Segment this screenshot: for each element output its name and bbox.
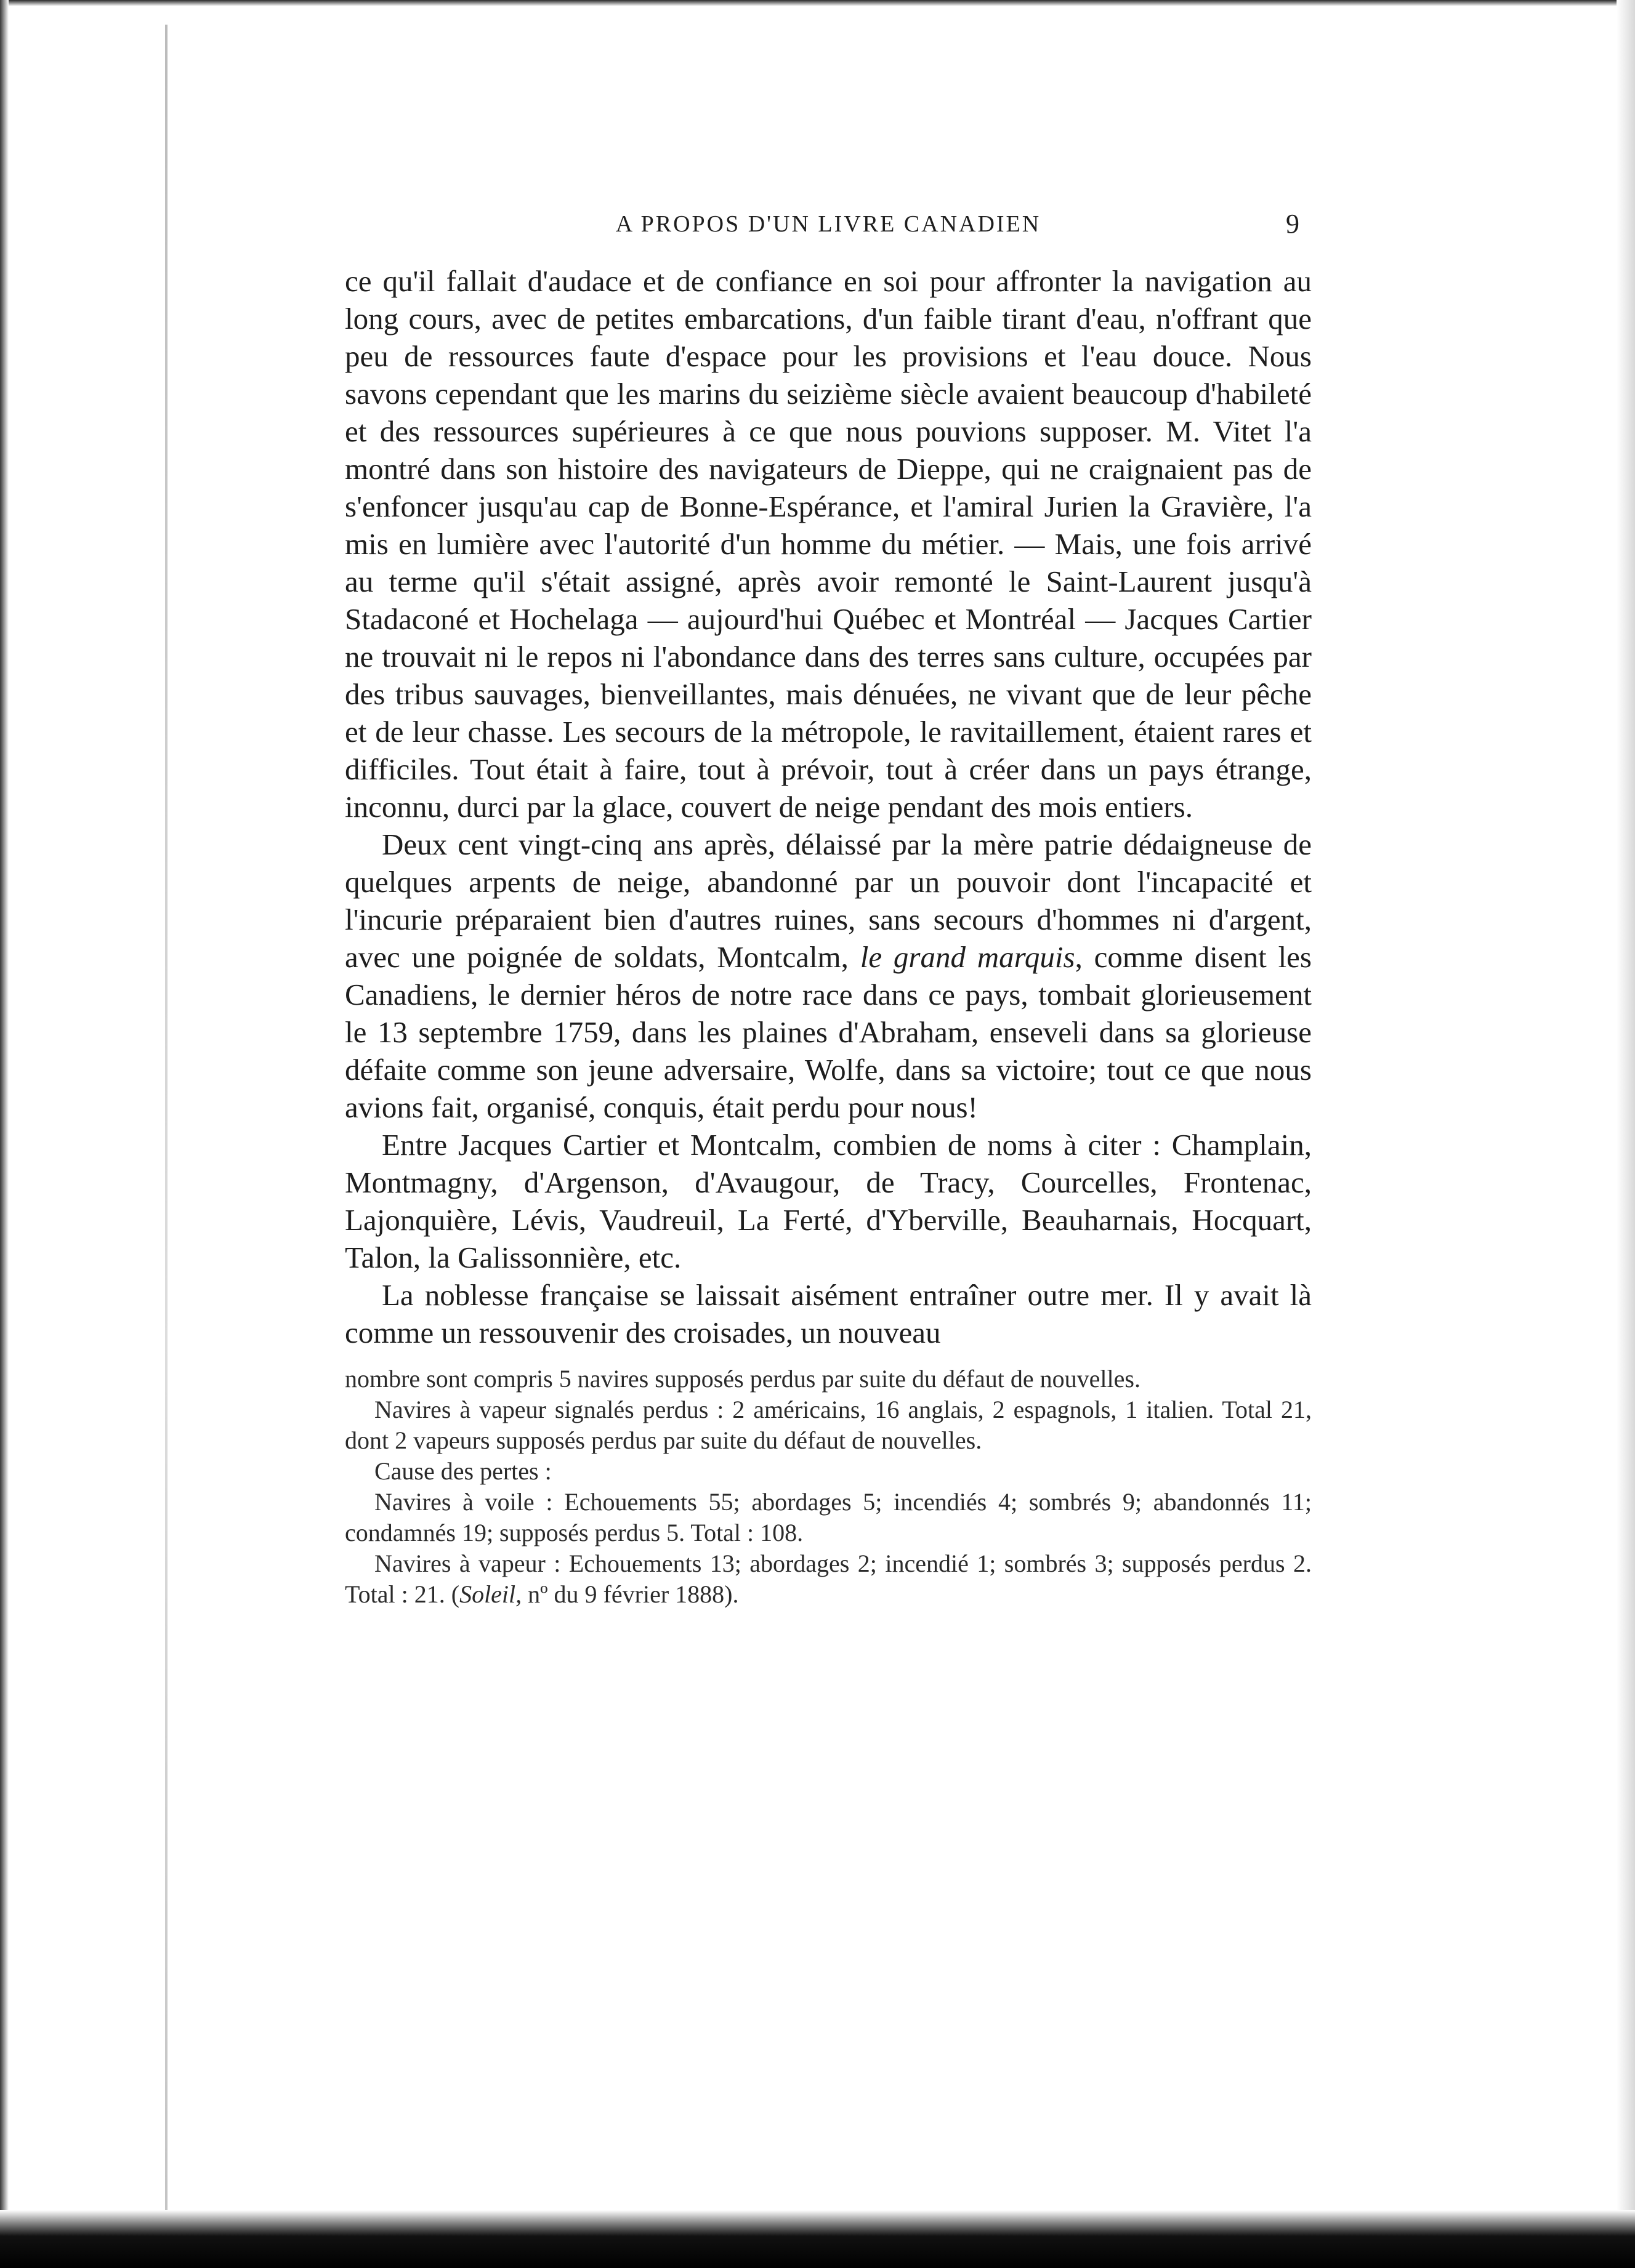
scan-bottom-edge — [0, 2210, 1635, 2268]
paragraph-3: Entre Jacques Cartier et Montcalm, combien de noms à citer : Champlain, Montmagny, d'Argenson, d'Avaugour, de Tracy, Courcelles, Frontenac, Lajonquière, Lévis, Vaudreuil, La Ferté, d'Yberville, Beauharnais, Hocquart, Talon, la Galissonnière, etc. — [345, 1128, 1312, 1274]
footnote-5-end: nº du 9 février 1888). — [522, 1580, 739, 1608]
footnote-1: nombre sont compris 5 navires supposés perdus par suite du défaut de nouvelles. — [345, 1365, 1140, 1393]
footnote-3: Cause des pertes : — [374, 1457, 552, 1485]
scan-right-edge — [1617, 0, 1635, 2268]
footnote-4: Navires à voile : Echouements 55; abordages 5; incendiés 4; sombrés 9; abandonnés 11; condamnés 19; supposés perdus 5. Total : 108. — [345, 1488, 1312, 1546]
scan-top-edge — [0, 0, 1635, 6]
running-title: A PROPOS D'UN LIVRE CANADIEN — [615, 211, 1041, 237]
footnote-5-start: Navires à vapeur : Echouements 13; abordages 2; incendié 1; sombrés 3; supposés perdus 2. Total : 21. ( — [345, 1550, 1312, 1608]
scan-left-edge — [0, 0, 9, 2268]
footnote-5-italic: Soleil, — [459, 1580, 522, 1608]
paragraph-4: La noblesse française se laissait aisément entraîner outre mer. Il y avait là comme un ressouvenir des croisades, un nouveau — [345, 1278, 1312, 1349]
paragraph-2-italic: le grand marquis — [860, 940, 1075, 974]
paragraph-1: ce qu'il fallait d'audace et de confiance en soi pour affronter la navigation au long cours, avec de petites embarcations, d'un faible tirant d'eau, n'offrant que peu de ressources faute d'espace pour les provisions et l'eau douce. Nous savons cependant que les marins du seizième siècle avaient beaucoup d'habileté et des ressources supérieures à ce que nous pouvions supposer. M. Vitet l'a montré dans son histoire des navigateurs de Dieppe, qui ne craignaient pas de s'enfoncer jusqu'au cap de Bonne-Espérance, et l'amiral Jurien la Gravière, l'a mis en lumière avec l'autorité d'un homme du métier. — Mais, une fois arrivé au terme qu'il s'était assigné, après avoir remonté le Saint-Laurent jusqu'à Stadaconé et Hochelaga — aujourd'hui Québec et Montréal — Jacques Cartier ne trouvait ni le repos ni l'abondance dans des terres sans culture, occupées par des tribus sauvages, bienveillantes, mais dénuées, ne vivant que de leur pêche et de leur chasse. Les secours de la métropole, le ravitaillement, étaient rares et difficiles. Tout était à faire, tout à prévoir, tout à créer dans un pays étrange, inconnu, durci par la glace, couvert de neige pendant des mois entiers. — [345, 264, 1312, 824]
paragraph-2-start: Deux cent vingt-cinq ans après, délaissé par la mère patrie dédaigneuse de quelques arpents de neige, abandonné par un pouvoir dont l'incapacité et l'incurie préparaient bien d'autres ruines, sans secours d'hommes ni d'argent, avec une poignée de soldats, Montcalm, — [345, 827, 1312, 974]
page-gutter-shadow — [165, 25, 168, 2216]
footnote-2: Navires à vapeur signalés perdus : 2 américains, 16 anglais, 2 espagnols, 1 italien. Total 21, dont 2 vapeurs supposés perdus par suite du défaut de nouvelles. — [345, 1396, 1312, 1454]
book-page — [345, 203, 1312, 1610]
page-number: 9 — [1286, 209, 1299, 239]
footnote-5 — [345, 1548, 1312, 1610]
paragraph-2-end: , comme disent les Canadiens, le dernier héros de notre race dans ce pays, tombait glorieusement le 13 septembre 1759, dans les plaines d'Abraham, enseveli dans sa glorieuse défaite comme son jeune adversaire, Wolfe, dans sa victoire; tout ce que nous avions fait, organisé, conquis, était perdu pour nous! — [345, 940, 1312, 1124]
footnotes — [345, 1364, 1312, 1610]
body-text — [345, 262, 1312, 1351]
paragraph-2 — [345, 826, 1312, 1126]
running-head — [345, 203, 1312, 240]
